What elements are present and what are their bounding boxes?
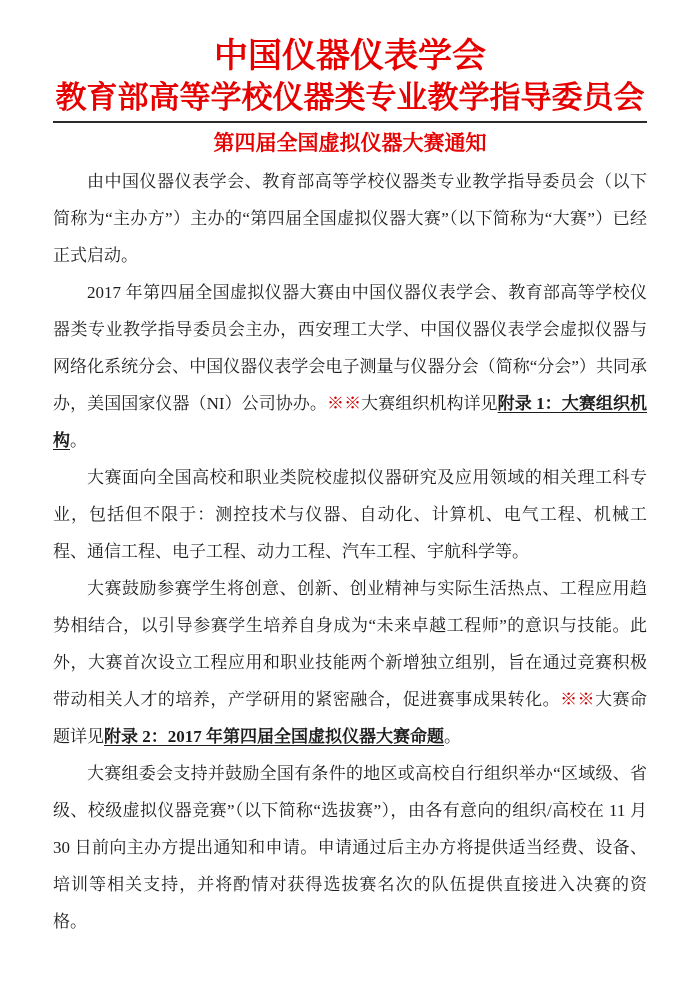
paragraph-regional-contests [53,755,647,940]
appendix-1-reference: 附录 1：大赛组织机构 [53,394,648,450]
text-run: 大赛命题详见 [53,690,648,746]
reference-marker: ※※ [327,394,362,413]
text-run: 大赛面向全国高校和职业类院校虚拟仪器研究及应用领域的相关理工科专业，包括但不限于：测控技术与仪器、自动化、计算机、电气工程、机械工程、通信工程、电子工程、动力工程、汽车工程、宇航科学等。 [53,468,647,561]
notice-title: 第四届全国虚拟仪器大赛通知 [213,131,487,155]
document-header [53,36,647,156]
organization-title: 中国仪器仪表学会 [214,38,486,75]
paragraph-intro [53,163,647,274]
paragraph-encouragement [53,570,647,755]
text-run: 由中国仪器仪表学会、教育部高等学校仪器类专业教学指导委员会（以下简称为“主办方”）主办的“第四届全国虚拟仪器大赛”（以下简称为“大赛”）已经正式启动。 [53,172,647,265]
appendix-2-reference: 附录 2：2017 年第四届全国虚拟仪器大赛命题 [104,727,444,746]
text-run: 大赛组委会支持并鼓励全国有条件的地区或高校自行组织举办“区域级、省级、校级虚拟仪器竞赛”（以下简称“选拔赛”），由各有意向的组织/高校在 11 月 30 日前向主办方提出通知和申请。申请通过后主办方将提供适当经费、设备、培训等相关支持，并将酌情对获得选拔赛名次的队伍提供直接进入决赛的资格。 [53,764,647,931]
document-body [53,163,647,940]
text-run: 大赛鼓励参赛学生将创意、创新、创业精神与实际生活热点、工程应用趋势相结合，以引导参赛学生培养自身成为“未来卓越工程师”的意识与技能。此外，大赛首次设立工程应用和职业技能两个新增独立组别，旨在通过竞赛积极带动相关人才的培养，产学研用的紧密融合，促进赛事成果转化。 [53,579,647,709]
text-run: 大赛组织机构详见 [361,394,498,413]
text-run: 。 [70,431,87,450]
committee-title: 教育部高等学校仪器类专业教学指导委员会 [53,78,647,123]
paragraph-eligibility [53,459,647,570]
text-run: 2017 年第四届全国虚拟仪器大赛由中国仪器仪表学会、教育部高等学校仪器类专业教学指导委员会主办，西安理工大学、中国仪器仪表学会虚拟仪器与网络化系统分会、中国仪器仪表学会电子测量与仪器分会（简称“分会”）共同承办，美国国家仪器（NI）公司协办。 [53,283,647,413]
reference-marker: ※※ [560,690,596,709]
paragraph-organizers [53,274,647,459]
text-run: 。 [444,727,461,746]
